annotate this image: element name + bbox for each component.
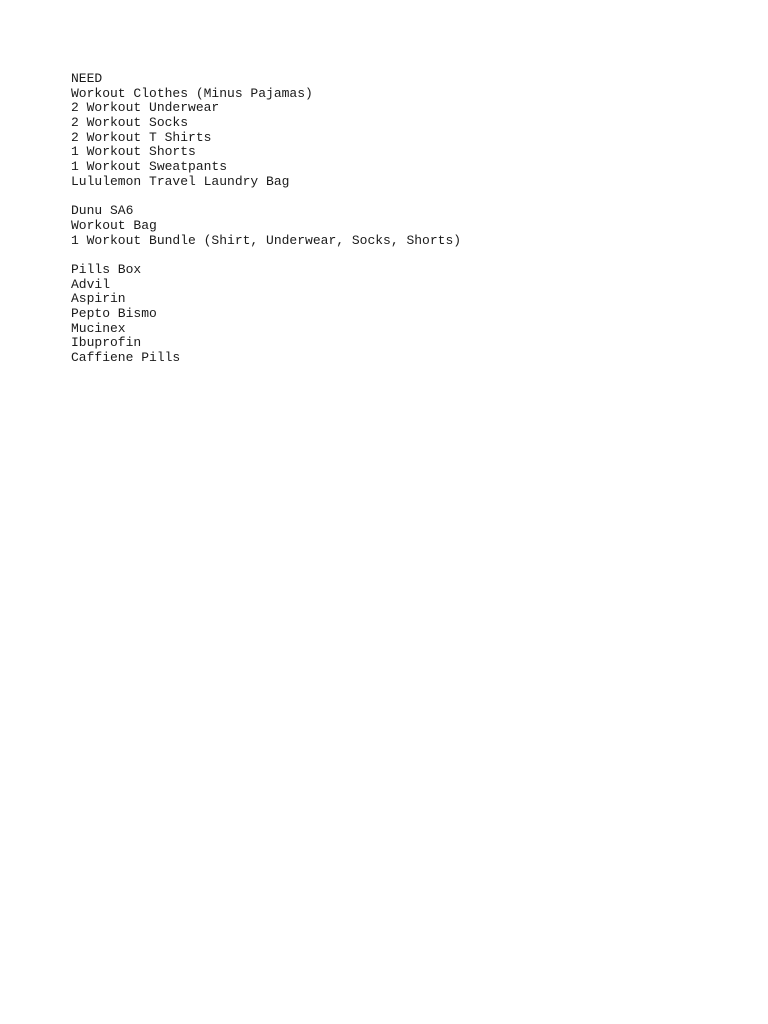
list-item: Dunu SA6 — [71, 203, 134, 219]
list-item: 1 Workout Shorts — [71, 144, 196, 160]
list-item: Ibuprofin — [71, 335, 142, 351]
section-heading: NEED — [71, 71, 103, 86]
list-item: Pills Box — [71, 261, 142, 277]
pills-section — [71, 263, 461, 366]
list-item: Advil — [71, 276, 111, 292]
list-item: 1 Workout Bundle (Shirt, Underwear, Socks, Shorts) — [71, 232, 462, 248]
document-page — [71, 72, 461, 366]
need-section — [71, 72, 461, 190]
list-item: Pepto Bismo — [71, 306, 157, 321]
list-item: Workout Clothes (Minus Pajamas) — [71, 85, 313, 101]
list-item: Caffiene Pills — [71, 350, 181, 366]
list-item: 2 Workout T Shirts — [71, 129, 212, 145]
list-item: 2 Workout Socks — [71, 115, 189, 131]
gear-section — [71, 204, 461, 248]
list-item: Workout Bag — [71, 217, 157, 233]
list-item: Mucinex — [71, 320, 126, 336]
list-item: 2 Workout Underwear — [71, 100, 220, 116]
list-item: Aspirin — [71, 291, 126, 307]
list-item: Lululemon Travel Laundry Bag — [71, 173, 290, 189]
list-item: 1 Workout Sweatpants — [71, 159, 228, 175]
